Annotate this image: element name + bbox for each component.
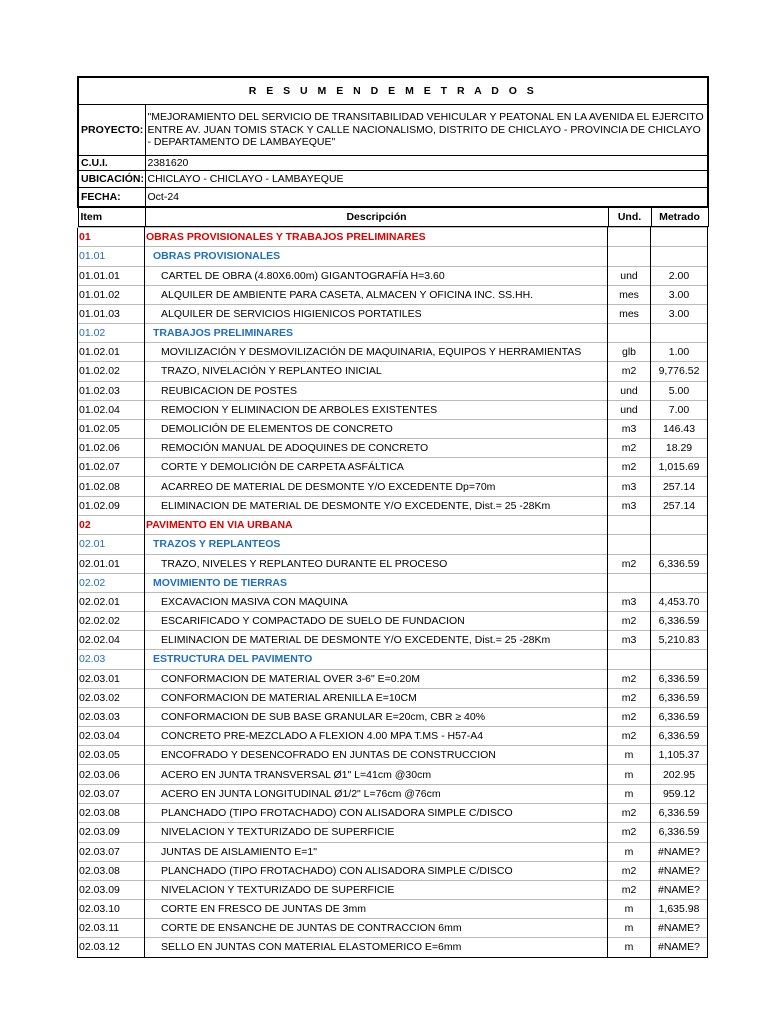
fecha-value: Oct-24 <box>145 188 708 208</box>
table-row <box>78 362 708 382</box>
table-row <box>78 381 708 400</box>
row-unit <box>608 324 651 343</box>
row-item-code: 01.02.06 <box>78 439 145 458</box>
row-description: ESCARIFICADO Y COMPACTADO DE SUELO DE FUNDACION <box>145 612 608 631</box>
row-unit: m3 <box>608 592 651 612</box>
table-row <box>78 496 708 515</box>
row-description: PLANCHADO (TIPO FROTACHADO) CON ALISADORA SIMPLE C/DISCO <box>145 803 608 822</box>
row-unit: m <box>608 919 651 938</box>
cui-label: C.U.I. <box>78 156 145 171</box>
row-metrado: 6,336.59 <box>651 822 708 842</box>
row-description: JUNTAS DE AISLAMIENTO E=1" <box>145 842 608 861</box>
row-metrado: 1,105.37 <box>651 746 708 765</box>
table-row <box>78 650 708 670</box>
row-item-code: 01.01 <box>78 247 145 267</box>
row-item-code: 01.02.07 <box>78 458 145 477</box>
table-row <box>78 592 708 612</box>
ubicacion-label: UBICACIÓN: <box>78 171 145 188</box>
row-description: ALQUILER DE AMBIENTE PARA CASETA, ALMACEN Y OFICINA INC. SS.HH. <box>145 285 608 304</box>
metrados-rows <box>78 228 708 958</box>
row-unit <box>608 247 651 267</box>
row-description: CONFORMACION DE SUB BASE GRANULAR E=20cm, CBR ≥ 40% <box>145 707 608 727</box>
row-description: NIVELACION Y TEXTURIZADO DE SUPERFICIE <box>145 880 608 900</box>
table-row <box>78 822 708 842</box>
row-description: ALQUILER DE SERVICIOS HIGIENICOS PORTATILES <box>145 304 608 324</box>
cui-value: 2381620 <box>145 156 708 171</box>
row-unit: mes <box>608 285 651 304</box>
row-metrado: 9,776.52 <box>651 362 708 382</box>
row-description: MOVIMIENTO DE TIERRAS <box>145 573 608 592</box>
row-unit: und <box>608 381 651 400</box>
row-description: PAVIMENTO EN VIA URBANA <box>145 515 608 534</box>
proyecto-label: PROYECTO: <box>78 105 145 156</box>
row-description: CORTE DE ENSANCHE DE JUNTAS DE CONTRACCION 6mm <box>145 919 608 938</box>
row-item-code: 02.02 <box>78 573 145 592</box>
row-item-code: 02.01 <box>78 534 145 554</box>
row-item-code: 01.02.04 <box>78 400 145 419</box>
proyecto-value: "MEJORAMIENTO DEL SERVICIO DE TRANSITABILIDAD VEHICULAR Y PEATONAL EN LA AVENIDA EL EJERCITO ENTRE AV. JUAN TOMIS STACK Y CALLE NACIONALISMO, DISTRITO DE CHICLAYO - PROVINCIA DE CHICLAYO - DEPARTAMENTO DE LAMBAYEQUE" <box>145 105 708 156</box>
row-description: ESTRUCTURA DEL PAVIMENTO <box>145 650 608 670</box>
header-table <box>77 76 709 227</box>
row-unit: m <box>608 938 651 958</box>
row-unit: m2 <box>608 439 651 458</box>
table-row <box>78 631 708 650</box>
row-item-code: 02.03.04 <box>78 727 145 746</box>
col-header-metrado: Metrado <box>651 207 708 227</box>
table-row <box>78 285 708 304</box>
table-row <box>78 228 708 247</box>
table-row <box>78 534 708 554</box>
row-unit: m2 <box>608 669 651 688</box>
table-row <box>78 458 708 477</box>
row-unit: m2 <box>608 362 651 382</box>
ubicacion-value: CHICLAYO - CHICLAYO - LAMBAYEQUE <box>145 171 708 188</box>
row-description: TRAZO, NIVELACIÓN Y REPLANTEO INICIAL <box>145 362 608 382</box>
row-item-code: 02.03.10 <box>78 900 145 919</box>
table-row <box>78 669 708 688</box>
row-item-code: 02.03.09 <box>78 880 145 900</box>
table-row <box>78 439 708 458</box>
col-header-descripcion: Descripción <box>145 207 608 227</box>
row-metrado <box>651 228 708 247</box>
row-metrado: 6,336.59 <box>651 612 708 631</box>
row-unit: m <box>608 765 651 785</box>
row-item-code: 02.03.07 <box>78 842 145 861</box>
row-item-code: 01.02.08 <box>78 477 145 497</box>
row-unit: m <box>608 784 651 803</box>
row-description: TRAZO, NIVELES Y REPLANTEO DURANTE EL PROCESO <box>145 554 608 573</box>
row-description: TRAZOS Y REPLANTEOS <box>145 534 608 554</box>
row-unit: m2 <box>608 880 651 900</box>
row-item-code: 02.03.06 <box>78 765 145 785</box>
table-row <box>78 784 708 803</box>
row-description: NIVELACION Y TEXTURIZADO DE SUPERFICIE <box>145 822 608 842</box>
metrados-sheet <box>77 76 707 958</box>
row-item-code: 02.03.01 <box>78 669 145 688</box>
col-header-und: Und. <box>608 207 651 227</box>
row-item-code: 02.03.05 <box>78 746 145 765</box>
row-item-code: 01.01.01 <box>78 266 145 285</box>
row-metrado: 4,453.70 <box>651 592 708 612</box>
row-description: MOVILIZACIÓN Y DESMOVILIZACIÓN DE MAQUINARIA, EQUIPOS Y HERRAMIENTAS <box>145 343 608 362</box>
row-metrado: #NAME? <box>651 861 708 880</box>
row-unit <box>608 650 651 670</box>
row-metrado: 1.00 <box>651 343 708 362</box>
row-metrado: 146.43 <box>651 419 708 439</box>
row-item-code: 02.01.01 <box>78 554 145 573</box>
row-unit: glb <box>608 343 651 362</box>
row-description: CORTE Y DEMOLICIÓN DE CARPETA ASFÁLTICA <box>145 458 608 477</box>
row-unit <box>608 228 651 247</box>
table-row <box>78 477 708 497</box>
row-item-code: 02 <box>78 515 145 534</box>
row-unit: und <box>608 400 651 419</box>
ubicacion-row <box>78 171 708 188</box>
row-description: REUBICACION DE POSTES <box>145 381 608 400</box>
row-metrado <box>651 247 708 267</box>
row-item-code: 01.02.03 <box>78 381 145 400</box>
table-row <box>78 861 708 880</box>
row-unit: m <box>608 900 651 919</box>
row-item-code: 02.03.07 <box>78 784 145 803</box>
row-unit: m2 <box>608 458 651 477</box>
row-description: ACERO EN JUNTA TRANSVERSAL Ø1" L=41cm @30cm <box>145 765 608 785</box>
row-metrado <box>651 650 708 670</box>
table-row <box>78 247 708 267</box>
row-description: PLANCHADO (TIPO FROTACHADO) CON ALISADORA SIMPLE C/DISCO <box>145 861 608 880</box>
table-row <box>78 266 708 285</box>
row-item-code: 02.03 <box>78 650 145 670</box>
row-metrado: 1,635.98 <box>651 900 708 919</box>
row-description: ELIMINACION DE MATERIAL DE DESMONTE Y/O EXCEDENTE, Dist.= 25 -28Km <box>145 631 608 650</box>
row-item-code: 01 <box>78 228 145 247</box>
row-metrado: 257.14 <box>651 496 708 515</box>
row-unit: m2 <box>608 803 651 822</box>
row-unit: m2 <box>608 707 651 727</box>
row-description: EXCAVACION MASIVA CON MAQUINA <box>145 592 608 612</box>
fecha-label: FECHA: <box>78 188 145 208</box>
row-description: ENCOFRADO Y DESENCOFRADO EN JUNTAS DE CONSTRUCCION <box>145 746 608 765</box>
row-metrado <box>651 534 708 554</box>
row-description: SELLO EN JUNTAS CON MATERIAL ELASTOMERICO E=6mm <box>145 938 608 958</box>
proyecto-row <box>78 105 708 156</box>
row-metrado: 6,336.59 <box>651 688 708 707</box>
row-metrado: 6,336.59 <box>651 707 708 727</box>
row-unit: m2 <box>608 688 651 707</box>
row-description: ELIMINACION DE MATERIAL DE DESMONTE Y/O EXCEDENTE, Dist.= 25 -28Km <box>145 496 608 515</box>
row-unit: m2 <box>608 612 651 631</box>
row-metrado: 5.00 <box>651 381 708 400</box>
row-description: DEMOLICIÓN DE ELEMENTOS DE CONCRETO <box>145 419 608 439</box>
row-metrado <box>651 515 708 534</box>
row-unit: m <box>608 842 651 861</box>
table-row <box>78 938 708 958</box>
row-unit <box>608 534 651 554</box>
row-metrado: 18.29 <box>651 439 708 458</box>
table-row <box>78 515 708 534</box>
row-unit: mes <box>608 304 651 324</box>
table-row <box>78 304 708 324</box>
row-item-code: 02.02.02 <box>78 612 145 631</box>
row-item-code: 01.02.05 <box>78 419 145 439</box>
row-unit: m <box>608 746 651 765</box>
table-row <box>78 900 708 919</box>
row-description: CONFORMACION DE MATERIAL ARENILLA E=10CM <box>145 688 608 707</box>
table-row <box>78 842 708 861</box>
cui-row <box>78 156 708 171</box>
row-item-code: 02.03.02 <box>78 688 145 707</box>
row-metrado: #NAME? <box>651 880 708 900</box>
table-row <box>78 400 708 419</box>
row-unit: m2 <box>608 861 651 880</box>
row-metrado: 6,336.59 <box>651 669 708 688</box>
row-item-code: 02.03.08 <box>78 803 145 822</box>
row-metrado: 1,015.69 <box>651 458 708 477</box>
table-row <box>78 919 708 938</box>
col-header-item: Item <box>78 207 145 227</box>
row-metrado: 7.00 <box>651 400 708 419</box>
row-description: CONFORMACION DE MATERIAL OVER 3-6" E=0.20M <box>145 669 608 688</box>
table-row <box>78 324 708 343</box>
row-metrado: #NAME? <box>651 919 708 938</box>
row-unit: und <box>608 266 651 285</box>
row-item-code: 02.03.03 <box>78 707 145 727</box>
row-unit <box>608 573 651 592</box>
row-metrado: 257.14 <box>651 477 708 497</box>
row-item-code: 01.02 <box>78 324 145 343</box>
row-item-code: 02.03.09 <box>78 822 145 842</box>
row-metrado: 6,336.59 <box>651 727 708 746</box>
row-item-code: 01.02.01 <box>78 343 145 362</box>
row-item-code: 02.02.04 <box>78 631 145 650</box>
row-metrado: 6,336.59 <box>651 803 708 822</box>
row-metrado: 2.00 <box>651 266 708 285</box>
row-description: REMOCION Y ELIMINACION DE ARBOLES EXISTENTES <box>145 400 608 419</box>
row-metrado: 6,336.59 <box>651 554 708 573</box>
row-metrado: 5,210.83 <box>651 631 708 650</box>
row-metrado: #NAME? <box>651 938 708 958</box>
row-metrado <box>651 324 708 343</box>
row-metrado: 3.00 <box>651 285 708 304</box>
table-row <box>78 688 708 707</box>
row-unit: m2 <box>608 822 651 842</box>
row-item-code: 02.03.12 <box>78 938 145 958</box>
row-unit: m3 <box>608 631 651 650</box>
row-description: CONCRETO PRE-MEZCLADO A FLEXION 4.00 MPA T.MS - H57-A4 <box>145 727 608 746</box>
table-row <box>78 727 708 746</box>
table-row <box>78 343 708 362</box>
table-row <box>78 573 708 592</box>
document-title: R E S U M E N D E M E T R A D O S <box>78 77 708 105</box>
row-item-code: 01.02.09 <box>78 496 145 515</box>
row-item-code: 01.02.02 <box>78 362 145 382</box>
row-item-code: 02.02.01 <box>78 592 145 612</box>
row-unit: m2 <box>608 554 651 573</box>
table-row <box>78 554 708 573</box>
table-row <box>78 765 708 785</box>
table-row <box>78 803 708 822</box>
row-item-code: 01.01.03 <box>78 304 145 324</box>
table-row <box>78 746 708 765</box>
row-description: TRABAJOS PRELIMINARES <box>145 324 608 343</box>
column-header-row <box>78 207 708 227</box>
row-description: REMOCIÓN MANUAL DE ADOQUINES DE CONCRETO <box>145 439 608 458</box>
table-row <box>78 707 708 727</box>
row-unit: m3 <box>608 419 651 439</box>
row-item-code: 01.01.02 <box>78 285 145 304</box>
row-metrado <box>651 573 708 592</box>
row-description: ACERO EN JUNTA LONGITUDINAL Ø1/2" L=76cm @76cm <box>145 784 608 803</box>
row-unit: m3 <box>608 477 651 497</box>
row-metrado: 3.00 <box>651 304 708 324</box>
fecha-row <box>78 188 708 208</box>
row-metrado: 959.12 <box>651 784 708 803</box>
row-metrado: 202.95 <box>651 765 708 785</box>
row-metrado: #NAME? <box>651 842 708 861</box>
row-unit: m2 <box>608 727 651 746</box>
row-description: CORTE EN FRESCO DE JUNTAS DE 3mm <box>145 900 608 919</box>
row-description: OBRAS PROVISIONALES <box>145 247 608 267</box>
row-description: CARTEL DE OBRA (4.80X6.00m) GIGANTOGRAFÍA H=3.60 <box>145 266 608 285</box>
table-row <box>78 419 708 439</box>
row-unit: m3 <box>608 496 651 515</box>
row-description: OBRAS PROVISIONALES Y TRABAJOS PRELIMINARES <box>145 228 608 247</box>
row-item-code: 02.03.08 <box>78 861 145 880</box>
metrados-table <box>77 227 708 958</box>
table-row <box>78 612 708 631</box>
table-row <box>78 880 708 900</box>
row-unit <box>608 515 651 534</box>
row-description: ACARREO DE MATERIAL DE DESMONTE Y/O EXCEDENTE Dp=70m <box>145 477 608 497</box>
row-item-code: 02.03.11 <box>78 919 145 938</box>
